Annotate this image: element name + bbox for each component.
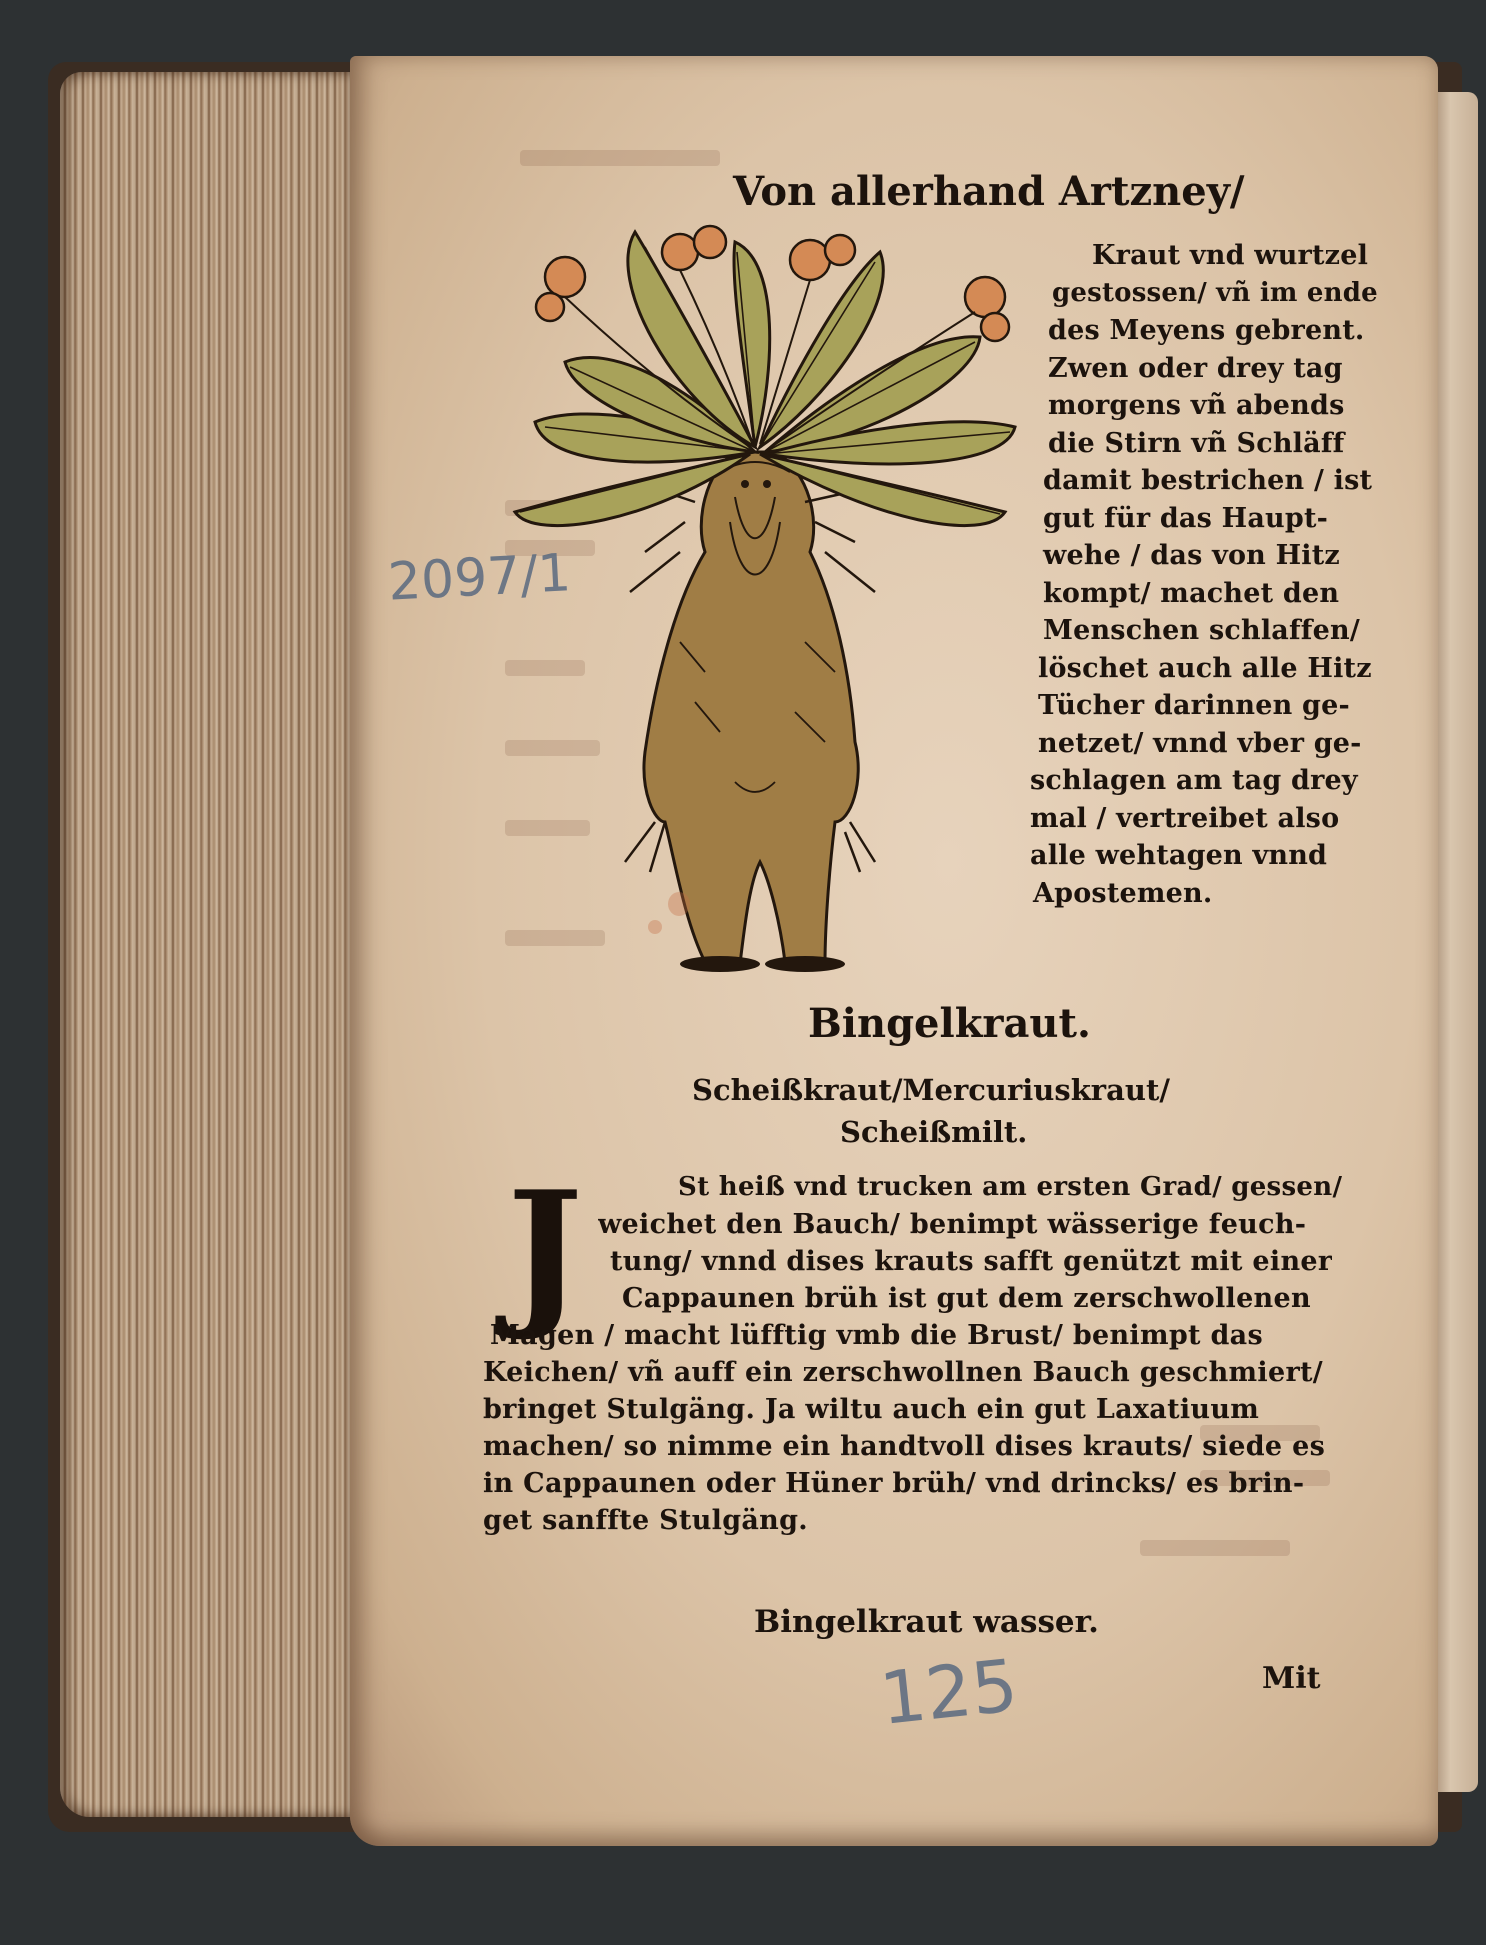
body-text-line: Magen / macht lüfftig vmb die Brust/ benimpt das: [490, 1320, 1263, 1351]
pencil-shelfmark: 2097/1: [386, 543, 573, 613]
show-through-text: [1140, 1540, 1290, 1556]
body-text-line: get sanffte Stulgäng.: [483, 1505, 808, 1536]
side-text-line: kompt/ machet den: [1043, 577, 1340, 609]
pencil-folio-number: 125: [875, 1643, 1022, 1741]
mandrake-root-figure: [625, 452, 875, 972]
body-text-line: Cappaunen brüh ist gut dem zerschwollenen: [622, 1283, 1311, 1314]
side-text-line: löschet auch alle Hitz: [1038, 652, 1372, 684]
side-text-line: gestossen/ vñ im ende: [1052, 277, 1378, 308]
body-text-line: in Cappaunen oder Hüner brüh/ vnd drincks/ es brin-: [483, 1468, 1305, 1499]
side-text-line: Menschen schlaffen/: [1043, 615, 1360, 646]
side-text-line: gut für das Haupt-: [1043, 502, 1329, 534]
side-text-line: wehe / das von Hitz: [1043, 540, 1340, 571]
synonym-line: Scheißmilt.: [840, 1115, 1028, 1149]
body-text-line: Keichen/ vñ auff ein zerschwollnen Bauch geschmiert/: [483, 1357, 1323, 1388]
body-text-line: St heiß vnd trucken am ersten Grad/ gessen/: [678, 1172, 1343, 1202]
side-text-line: alle wehtagen vnnd: [1030, 840, 1328, 871]
mandrake-flowers: [536, 226, 1009, 341]
body-text-line: tung/ vnnd dises krauts safft genützt mit einer: [610, 1246, 1333, 1277]
side-text-line: morgens vñ abends: [1048, 390, 1345, 421]
decorated-initial: J: [507, 1156, 583, 1344]
body-text-line: bringet Stulgäng. Ja wiltu auch ein gut Laxatiuum: [483, 1394, 1260, 1425]
mandrake-woodcut: [505, 222, 1030, 972]
side-text-line: Apostemen.: [1033, 877, 1213, 909]
side-text-line: schlagen am tag drey: [1030, 765, 1358, 796]
side-text-line: Zwen oder drey tag: [1048, 352, 1343, 384]
section-title: Bingelkraut.: [808, 1000, 1091, 1047]
side-text-line: damit bestrichen / ist: [1043, 465, 1373, 496]
running-header: Von allerhand Artzney/: [733, 168, 1245, 215]
side-text-line: des Meyens gebrent.: [1048, 315, 1365, 346]
side-text-line: netzet/ vnnd vber ge-: [1038, 727, 1362, 759]
side-text-line: mal / vertreibet also: [1030, 802, 1340, 834]
synonym-line: Scheißkraut/Mercuriuskraut/: [692, 1073, 1170, 1107]
body-text-line: machen/ so nimme ein handtvoll dises krauts/ siede es: [483, 1431, 1326, 1462]
facing-page-edge: [1432, 92, 1478, 1792]
stain: [648, 920, 662, 934]
catchword: Mit: [1262, 1661, 1321, 1696]
stain: [668, 892, 690, 916]
side-text-line: die Stirn vñ Schläff: [1048, 427, 1345, 459]
side-text-line: Tücher darinnen ge-: [1038, 690, 1350, 721]
subheading: Bingelkraut wasser.: [754, 1604, 1099, 1640]
body-text-line: weichet den Bauch/ benimpt wässerige feuch-: [598, 1209, 1307, 1240]
side-text-line: Kraut vnd wurtzel: [1092, 240, 1369, 271]
show-through-text: [520, 150, 720, 166]
page-edges: [60, 72, 360, 1817]
